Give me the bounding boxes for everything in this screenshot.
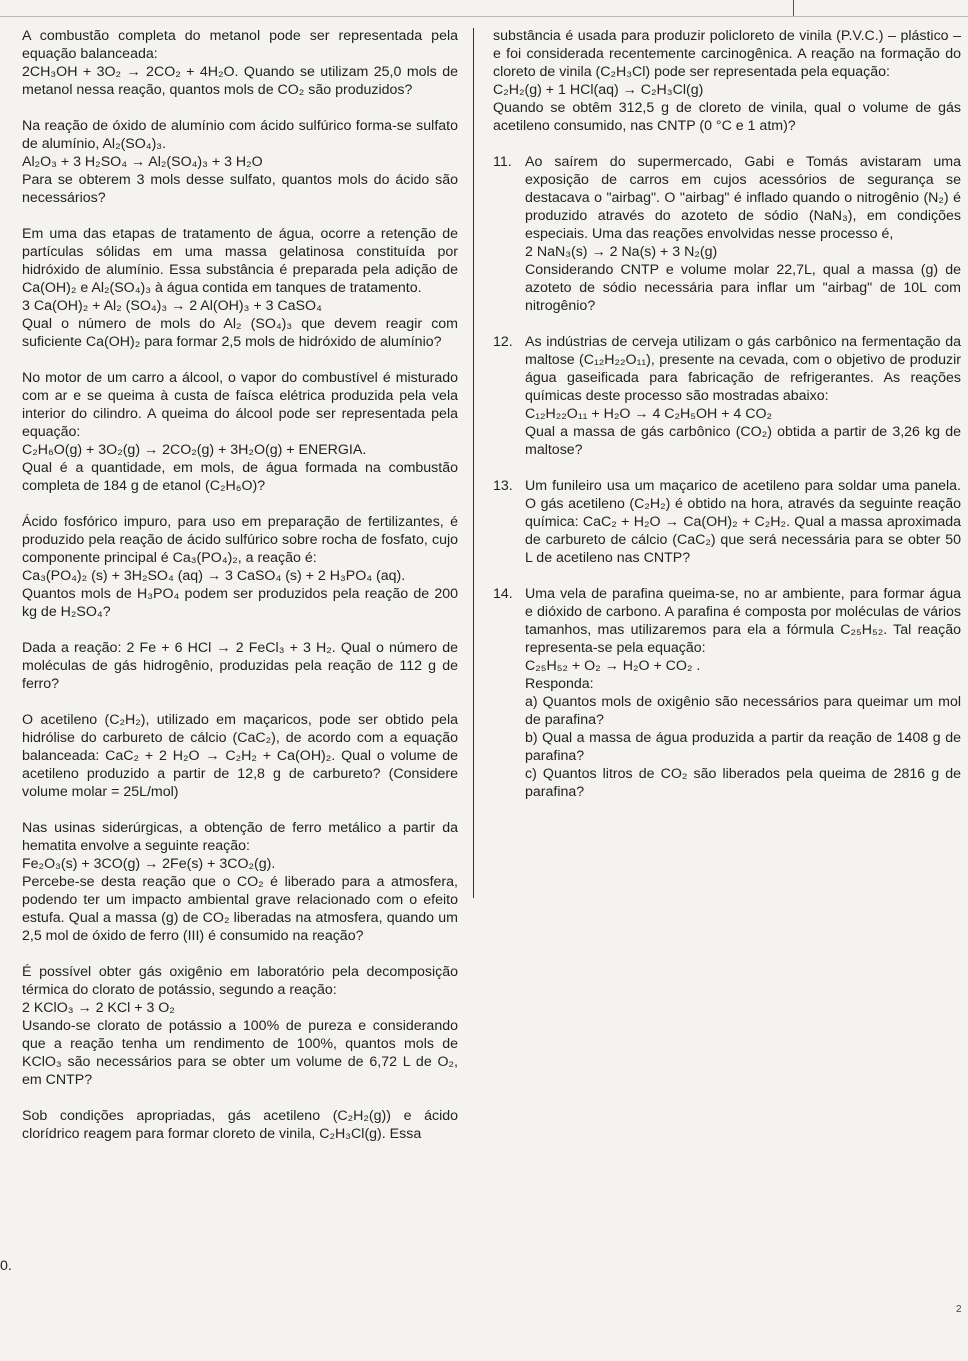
question-number: 14. <box>493 586 513 602</box>
question-text: 2CH₃OH + 3O₂ → 2CO₂ + 4H₂O. Quando se utilizam 25,0 mols de metanol nessa reação, quantos mols de CO₂ são produzidos? <box>22 64 458 98</box>
sub-questions <box>525 675 961 801</box>
question-11 <box>493 153 961 315</box>
question-aluminium-oxide <box>22 117 458 207</box>
question-text: Quantos mols de H₃PO₄ podem ser produzidos pela reação de 200 kg de H₂SO₄? <box>22 586 458 620</box>
question-text: Qual o número de mols do Al₂ (SO₄)₃ que devem reagir com suficiente Ca(OH)₂ para formar 2,5 mols de hidróxido de alumínio? <box>22 316 458 350</box>
question-text: Percebe-se desta reação que o CO₂ é liberado para a atmosfera, podendo ter um impacto ambiental grave relacionado com o efeito estufa. Qual a massa (g) de CO₂ liberadas na atmosfera, quando um 2,5 mol de óxido de ferro (III) é consumido na reação? <box>22 874 458 944</box>
question-text: Ao saírem do supermercado, Gabi e Tomás avistaram uma exposição de carros em cujos acessórios de segurança se destacava o "airbag". O "airbag" é inflado quando o nitrogênio (N₂) é produzido através do azoteto de sódio (NaN₃), em condições especiais. Uma das reações envolvidas nesse processo é, <box>525 154 961 242</box>
chemical-equation: C₂H₂(g) + 1 HCl(aq) → C₂H₃Cl(g) <box>493 82 704 98</box>
question-text: Qual é a quantidade, em mols, de água formada na combustão completa de 184 g de etanol (C₂H₆O)? <box>22 460 458 494</box>
question-acetylene-carbide <box>22 711 458 801</box>
question-text: Um funileiro usa um maçarico de acetileno para soldar uma panela. O gás acetileno (C₂H₂) é obtido na hora, através da seguinte reação química: CaC₂ + H₂O → Ca(OH)₂ + C₂H₂. Qual a massa aproximada de carbureto de cálcio (CaC₂) que será necessária para se obter 50 L de acetileno nas CNTP? <box>525 478 961 566</box>
question-vinyl-chloride-continued <box>493 27 961 135</box>
question-alcohol-engine <box>22 369 458 495</box>
chemical-equation: Ca₃(PO₄)₂ (s) + 3H₂SO₄ (aq) → 3 CaSO₄ (s) + 2 H₃PO₄ (aq). <box>22 568 406 584</box>
question-phosphoric-acid <box>22 513 458 621</box>
question-potassium-chlorate <box>22 963 458 1089</box>
question-vinyl-chloride-start <box>22 1107 458 1143</box>
sub-question-c: c) Quantos litros de CO₂ são liberados pela queima de 2816 g de parafina? <box>525 766 961 800</box>
sub-question-a: a) Quantos mols de oxigênio são necessários para queimar um mol de parafina? <box>525 694 961 728</box>
chemical-equation: Al₂O₃ + 3 H₂SO₄ → Al₂(SO₄)₃ + 3 H₂O <box>22 154 263 170</box>
question-number: 11. <box>493 154 512 170</box>
question-iron-hcl <box>22 639 458 693</box>
chemical-equation: C₂H₆O(g) + 3O₂(g) → 2CO₂(g) + 3H₂O(g) + ENERGIA. <box>22 442 367 458</box>
question-text: É possível obter gás oxigênio em laboratório pela decomposição térmica do clorato de potássio, segundo a reação: <box>22 964 458 998</box>
question-text: Usando-se clorato de potássio a 100% de pureza e considerando que a reação tenha um rendimento de 100%, quantos mols de KClO₃ são necessários para se obter um volume de 6,72 L de O₂, em CNTP? <box>22 1018 458 1088</box>
left-column <box>22 27 458 1161</box>
question-number: 13. <box>493 478 513 494</box>
question-text: Uma vela de parafina queima-se, no ar ambiente, para formar água e dióxido de carbono. A parafina é composta por moléculas de vários tamanhos, mas utilizaremos para ela a fórmula C₂₅H₅₂. Tal reação representa-se pela equação: <box>525 586 961 656</box>
question-12 <box>493 333 961 459</box>
question-text: substância é usada para produzir policloreto de vinila (P.V.C.) – plástico – e foi considerada recentemente carcinogênica. A reação na formação do cloreto de vinila (C₂H₃Cl) pode ser representada pela equação: <box>493 28 961 80</box>
top-divider-line <box>793 0 794 16</box>
question-text: Nas usinas siderúrgicas, a obtenção de ferro metálico a partir da hematita envolve a seguinte reação: <box>22 820 458 854</box>
question-hematite <box>22 819 458 945</box>
question-text: As indústrias de cerveja utilizam o gás carbônico na fermentação da maltose (C₁₂H₂₂O₁₁), presente na cevada, com o objetivo de produzir água gaseificada para fabricação de refrigerantes. As reações químicas deste processo são mostradas abaixo: <box>525 334 961 404</box>
responda-label: Responda: <box>525 676 594 692</box>
question-13 <box>493 477 961 567</box>
question-number-fragment: 0. <box>0 1258 12 1274</box>
question-number: 12. <box>493 334 513 350</box>
chemical-equation: 2 NaN₃(s) → 2 Na(s) + 3 N₂(g) <box>525 244 718 260</box>
page-number: 2 <box>956 1304 962 1315</box>
chemical-equation: C₂₅H₅₂ + O₂ → H₂O + CO₂ . <box>525 658 701 674</box>
question-text: Considerando CNTP e volume molar 22,7L, qual a massa (g) de azoteto de sódio necessária para inflar um "airbag" de 10L com nitrogênio? <box>525 262 961 314</box>
top-margin-strip <box>0 0 968 17</box>
question-text: No motor de um carro a álcool, o vapor do combustível é misturado com ar e se queima à custa de faísca elétrica produzida pela vela interior do cilindro. A queima do álcool pode ser representada pela equação: <box>22 370 458 440</box>
question-text: A combustão completa do metanol pode ser representada pela equação balanceada: <box>22 28 458 62</box>
question-14 <box>493 585 961 801</box>
question-text: Em uma das etapas de tratamento de água, ocorre a retenção de partículas sólidas em uma massa gelatinosa constituída por hidróxido de alumínio. Essa substância é preparada pela adição de Ca(OH)₂ e Al₂(SO₄)₃ à água contida em tanques de tratamento. <box>22 226 458 296</box>
chemical-equation: Fe₂O₃(s) + 3CO(g) → 2Fe(s) + 3CO₂(g). <box>22 856 276 872</box>
question-text: O acetileno (C₂H₂), utilizado em maçaricos, pode ser obtido pela hidrólise do carbureto de cálcio (CaC₂), de acordo com a equação balanceada: CaC₂ + 2 H₂O → C₂H₂ + Ca(OH)₂. Qual o volume de acetileno produzido a partir de 12,8 g de carbureto? (Considere volume molar = 25L/mol) <box>22 712 458 800</box>
chemical-equation: 2 KClO₃ → 2 KCl + 3 O₂ <box>22 1000 175 1016</box>
question-water-treatment <box>22 225 458 351</box>
chemical-equation: C₁₂H₂₂O₁₁ + H₂O → 4 C₂H₅OH + 4 CO₂ <box>525 406 773 422</box>
chemical-equation: 3 Ca(OH)₂ + Al₂ (SO₄)₃ → 2 Al(OH)₃ + 3 CaSO₄ <box>22 298 322 314</box>
question-text: Para se obterem 3 mols desse sulfato, quantos mols do ácido são necessários? <box>22 172 458 206</box>
column-divider <box>473 28 474 898</box>
right-column <box>493 27 961 819</box>
question-text: Dada a reação: 2 Fe + 6 HCl → 2 FeCl₃ + 3 H₂. Qual o número de moléculas de gás hidrogênio, produzidas pela reação de 112 g de ferro? <box>22 640 458 692</box>
question-text: Sob condições apropriadas, gás acetileno (C₂H₂(g)) e ácido clorídrico reagem para formar cloreto de vinila, C₂H₃Cl(g). Essa <box>22 1108 458 1142</box>
question-methanol <box>22 27 458 99</box>
question-text: Quando se obtêm 312,5 g de cloreto de vinila, qual o volume de gás acetileno consumido, nas CNTP (0 °C e 1 atm)? <box>493 100 961 134</box>
question-text: Ácido fosfórico impuro, para uso em preparação de fertilizantes, é produzido pela reação de ácido sulfúrico sobre rocha de fosfato, cujo componente principal é Ca₃(PO₄)₂, a reação é: <box>22 514 458 566</box>
question-text: Na reação de óxido de alumínio com ácido sulfúrico forma-se sulfato de alumínio, Al₂(SO₄)₃. <box>22 118 458 152</box>
question-text: Qual a massa de gás carbônico (CO₂) obtida a partir de 3,26 kg de maltose? <box>525 424 961 458</box>
sub-question-b: b) Qual a massa de água produzida a partir da reação de 1408 g de parafina? <box>525 730 961 764</box>
